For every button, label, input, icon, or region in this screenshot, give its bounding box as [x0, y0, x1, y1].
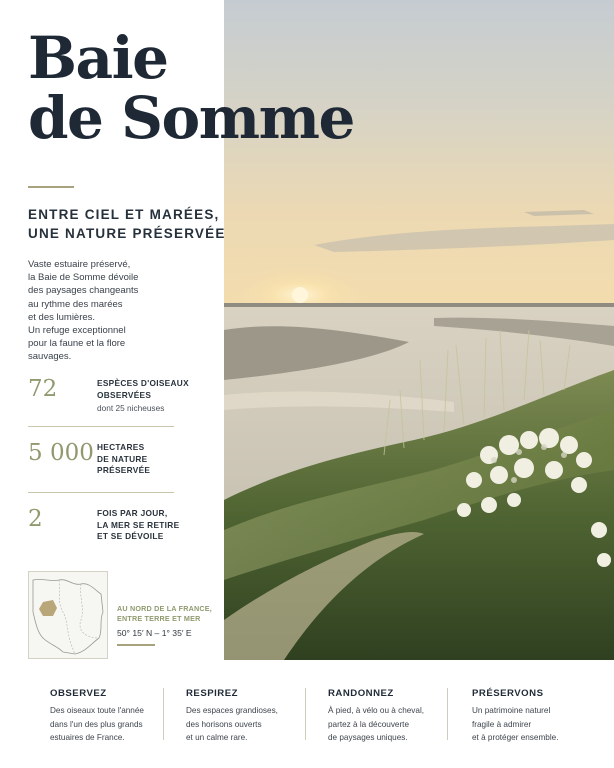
column-title: RESPIREZ [186, 688, 238, 699]
stat-label [97, 378, 197, 415]
column-line: des horisons ouverts [186, 719, 262, 729]
location-coordinates: 50° 15′ N – 1° 35′ E [117, 628, 192, 638]
intro-line: et des lumières. [28, 311, 96, 323]
subtitle-line-2: UNE NATURE PRÉSERVÉE [28, 226, 226, 241]
subtitle-line-1: ENTRE CIEL ET MARÉES, [28, 207, 220, 222]
column-title: PRÉSERVONS [472, 688, 544, 699]
title-line-1: Baie [28, 24, 168, 92]
stat-value: 5 000 [28, 440, 94, 466]
stat-divider [28, 426, 174, 427]
stat-value: 72 [28, 376, 58, 402]
column-line: Des espaces grandioses, [186, 706, 278, 715]
column-line: estuaires de France. [50, 733, 125, 742]
column-separator [305, 688, 306, 740]
column-line: À pied, à vélo ou à cheval, [328, 706, 425, 715]
map-outline-icon [29, 572, 107, 658]
stat-label-line: DE NATURE [97, 453, 148, 464]
column-text [472, 704, 558, 745]
intro-line: Un refuge exceptionnel [28, 325, 126, 337]
stat-label-line: FOIS PAR JOUR, [97, 508, 168, 518]
stat-tides [28, 506, 180, 546]
intro-line: au rythme des marées [28, 298, 123, 310]
stat-label-line: LA MER SE RETIRE [97, 519, 180, 530]
column-line: Des oiseaux toute l'année [50, 706, 144, 715]
bottom-section [0, 660, 614, 768]
column-text [186, 704, 278, 745]
column-line: dans l'un des plus grands [50, 719, 143, 729]
stat-value: 2 [28, 506, 43, 532]
column-observez [50, 688, 144, 745]
intro-line: Vaste estuaire préservé, [28, 259, 131, 270]
location-caption [117, 604, 222, 646]
column-randonnez [328, 688, 424, 745]
accent-rule [28, 186, 74, 188]
intro-line: la Baie de Somme dévoile [28, 272, 139, 284]
stat-label [97, 442, 197, 477]
stat-label-line: ESPÈCES D'OISEAUX [97, 378, 189, 388]
stat-label-line: PRÉSERVÉE [97, 465, 151, 475]
column-line: de paysages uniques. [328, 733, 408, 742]
location-label-line: ENTRE TERRE ET MER [117, 614, 201, 623]
stat-label-line: HECTARES [97, 442, 145, 452]
column-line: fragile à admirer [472, 719, 532, 729]
subtitle [28, 205, 226, 243]
stat-divider [28, 492, 174, 493]
title-line-2: de Somme [28, 84, 354, 152]
column-title: OBSERVEZ [50, 688, 107, 699]
column-separator [163, 688, 164, 740]
column-title: RANDONNEZ [328, 688, 394, 699]
column-line: Un patrimoine naturel [472, 706, 551, 715]
location-label-line: AU NORD DE LA FRANCE, [117, 604, 212, 613]
column-separator [447, 688, 448, 740]
column-line: et à protéger ensemble. [472, 733, 559, 742]
stat-sublabel: dont 25 nicheuses [97, 403, 165, 413]
location-map [28, 571, 108, 659]
intro-line: pour la faune et la flore [28, 338, 126, 350]
intro-paragraph [28, 258, 203, 364]
column-text [50, 704, 144, 745]
stat-bird-species [28, 376, 189, 416]
column-preservons [472, 688, 558, 745]
column-text [328, 704, 424, 745]
page-title [28, 24, 354, 152]
stat-label-line: OBSERVÉES [97, 389, 152, 400]
location-label [117, 604, 222, 624]
column-respirez [186, 688, 278, 745]
intro-line: sauvages. [28, 351, 72, 363]
location-rule [117, 644, 155, 646]
column-line: et un calme rare. [186, 733, 248, 742]
intro-line: des paysages changeants [28, 285, 139, 297]
stat-label-line: ET SE DÉVOILE [97, 531, 164, 541]
column-line: partez à la découverte [328, 719, 410, 729]
stat-hectares [28, 440, 174, 480]
stat-label [97, 508, 197, 543]
